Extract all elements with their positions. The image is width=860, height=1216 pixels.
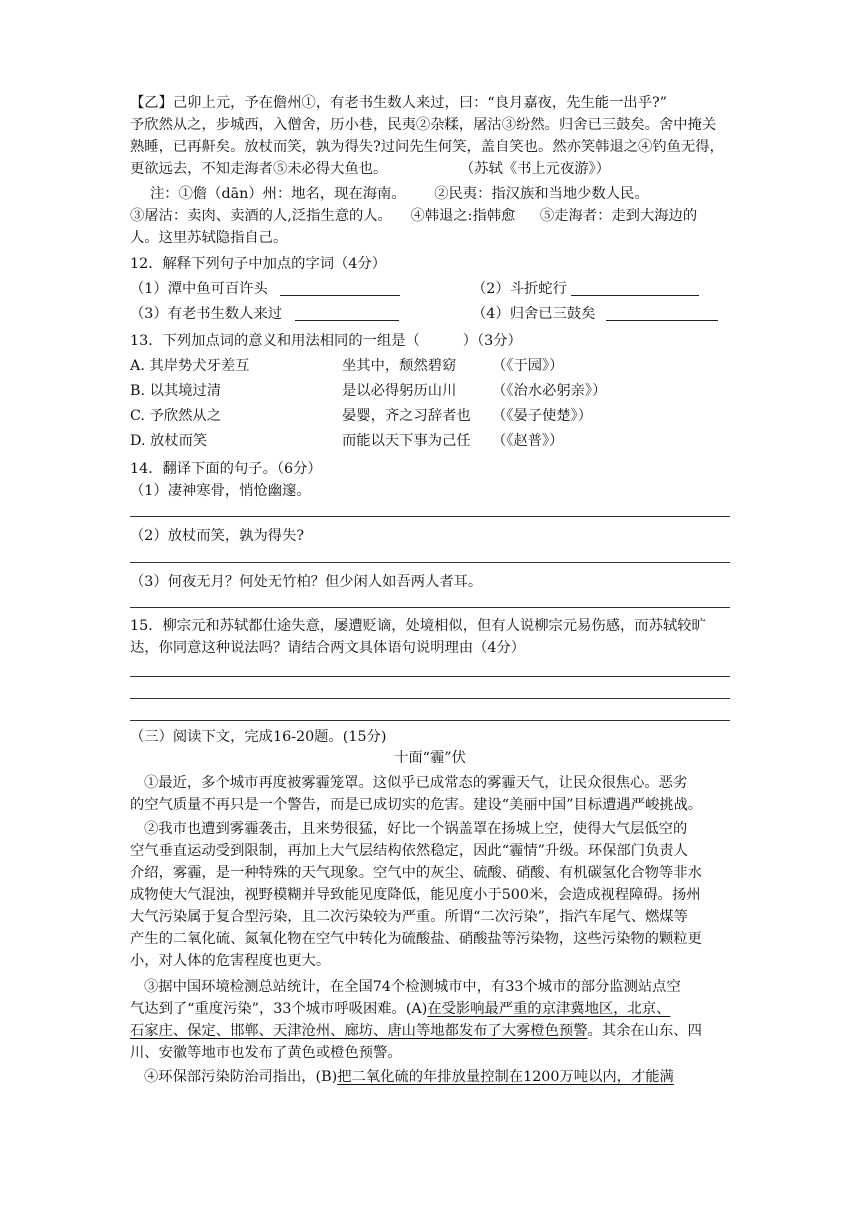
passage-b-line-3: 熟睡，已再鼾矣。放杖而笑，孰为得失?过问先生何笑，盖自笑也。然亦笑韩退之④钓鱼无得， xyxy=(130,139,724,155)
article-title: 十面“霾”伏 xyxy=(394,750,466,766)
q12-answer-4[interactable] xyxy=(606,305,718,321)
p2-line-7: 小，对人体的危害程度也更大。 xyxy=(130,953,331,969)
q14-answer-line-1[interactable] xyxy=(130,516,730,517)
q13-option-a-mid: 坐其中，颓然碧窈 xyxy=(342,358,457,374)
q13-option-c-source: （《晏子使楚》） xyxy=(492,408,593,424)
p3-line-2 xyxy=(130,998,730,1020)
q12-item-2-text: （2）斗折蛇行 xyxy=(472,281,567,297)
section3-header: （三）阅读下文，完成16-20题。(15分) xyxy=(130,729,387,745)
q14-answer-line-2[interactable] xyxy=(130,562,730,563)
q14-answer-line-3[interactable] xyxy=(130,607,730,608)
p2-line-1 xyxy=(130,818,730,840)
q13-option-c-mid: 晏婴，齐之习辞者也 xyxy=(342,408,471,424)
note-4: ④韩退之:指韩愈 xyxy=(410,208,516,224)
p3-line-1 xyxy=(130,976,730,998)
q13-option-b-source: （《治水必躬亲》） xyxy=(492,383,607,399)
p2-line-6: 产生的二氧化硫、氮氧化物在空气中转化为硫酸盐、硝酸盐等污染物，这些污染物的颗粒更 xyxy=(130,931,702,947)
p1-line-1 xyxy=(130,772,730,794)
note-5: ⑤走海者：走到大海边的 xyxy=(539,208,698,224)
q12-title: 12．解释下列句子中加点的字词（4分） xyxy=(130,256,387,272)
p3-line-3 xyxy=(130,1020,730,1042)
q15-answer-line-3[interactable] xyxy=(130,720,730,721)
q12-item-1 xyxy=(130,278,400,300)
p3-line-1-text: ③据中国环境检测总站统计，在全国74个检测城市中，有33个城市的部分监测站点空 xyxy=(144,979,681,995)
p3-line-3-post: 。其余在山东、四 xyxy=(587,1023,702,1039)
passage-b-line-2: 予欣然从之，步城西，入僧舍，历小巷，民夷②杂糅，屠沽③纷然。归舍已三鼓矣。舍中掩关 xyxy=(130,117,717,133)
note-line-3: 人。这里苏轼隐指自己。 xyxy=(130,230,288,246)
p4-sentence-b: 把二氧化硫的年排放量控制在1200万吨以内，才能满 xyxy=(337,1069,674,1085)
p1-line-2: 的空气质量不再只是一个警告，而是已成切实的危害。建设“美丽中国”目标遭遇严峻挑战。 xyxy=(130,797,703,813)
passage-b-line-1: 【乙】己卯上元，予在儋州①，有老书生数人来过，曰：“良月嘉夜，先生能一出乎?” xyxy=(130,95,667,111)
q13-option-a-left: A. 其岸势犬牙差互 xyxy=(130,358,250,374)
note-line-1 xyxy=(150,183,750,205)
note-2: ②民夷：指汉族和当地少数人民。 xyxy=(434,186,649,202)
q15-answer-line-2[interactable] xyxy=(130,698,730,699)
q12-item-4-text: （4）归舍已三鼓矣 xyxy=(472,306,596,322)
q12-answer-2[interactable] xyxy=(571,280,699,296)
q13-option-d-left: D. 放杖而笑 xyxy=(130,433,208,449)
p2-line-5: 大气污染属于复合型污染，且二次污染较为严重。所谓“二次污染”，指汽车尾气、燃煤等 xyxy=(130,909,688,925)
passage-b-line-4 xyxy=(130,158,730,180)
passage-b-source: （苏轼《书上元夜游》） xyxy=(459,161,611,177)
q13-option-c-left: C. 予欣然从之 xyxy=(130,408,222,424)
q12-item-2 xyxy=(472,278,699,300)
q12-answer-1[interactable] xyxy=(280,280,400,296)
q12-item-1-text: （1）潭中鱼可百许头 xyxy=(130,281,268,297)
q12-answer-3[interactable] xyxy=(295,305,399,321)
p2-line-1-text: ②我市也遭到雾霾袭击，且来势很猛，好比一个锅盖罩在扬城上空，使得大气层低空的 xyxy=(144,821,688,837)
p3-sentence-a-part-2: 石家庄、保定、邯郸、天津沧州、廊坊、唐山等地都发布了大雾橙色预警 xyxy=(130,1023,588,1039)
q13-option-a-source: （《于园》） xyxy=(492,358,564,374)
p4-line-1-pre: ④环保部污染防治司指出，(B) xyxy=(144,1069,338,1085)
q15-line-2: 达，你同意这种说法吗？请结合两文具体语句说明理由（4分） xyxy=(130,640,526,656)
p3-line-2-pre: 气达到了“重度污染”，33个城市呼吸困难。(A) xyxy=(130,1001,428,1017)
p2-line-3: 介绍，雾霾，是一种特殊的天气现象。空气中的灰尘、硫酸、硝酸、有机碳氢化合物等非水 xyxy=(130,865,702,881)
p1-line-1-text: ①最近，多个城市再度被雾霾笼罩。这似乎已成常态的雾霾天气，让民众很焦心。恶劣 xyxy=(144,775,688,791)
q13-title: 13．下列加点词的意义和用法相同的一组是（ ）（3分） xyxy=(130,333,522,349)
q15-answer-line-1[interactable] xyxy=(130,676,730,677)
q13-option-b-mid: 是以必得躬历山川 xyxy=(342,383,457,399)
note-line-2 xyxy=(130,205,730,227)
q12-item-4 xyxy=(472,303,718,325)
q13-option-d-mid: 而能以天下事为己任 xyxy=(342,433,471,449)
note-1: 注：①儋（dān）州：地名，现在海南。 xyxy=(150,186,406,202)
q12-item-3-text: （3）有老书生数人来过 xyxy=(130,306,283,322)
p2-line-2: 空气垂直运动受到限制，再加上大气层结构依然稳定，因此“霾情”升级。环保部门负责人 xyxy=(130,843,688,859)
q13-option-b-left: B. 以其境过清 xyxy=(130,383,222,399)
q15-line-1: 15．柳宗元和苏轼都仕途失意，屡遭贬谪，处境相似，但有人说柳宗元易伤感，而苏轼较旷 xyxy=(130,618,706,634)
q14-item-2: （2）放杖而笑，孰为得失? xyxy=(130,528,305,544)
p3-sentence-a-part-1: 在受影响最严重的京津冀地区，北京、 xyxy=(427,1001,671,1017)
p4-line-1 xyxy=(130,1066,730,1088)
q14-item-3: （3）何夜无月？何处无竹柏？但少闲人如吾两人者耳。 xyxy=(130,574,483,590)
q14-title: 14．翻译下面的句子。（6分） xyxy=(130,461,322,477)
q14-item-1: （1）凄神寒骨，悄怆幽邃。 xyxy=(130,483,311,499)
p3-line-4: 川、安徽等地市也发布了黄色或橙色预警。 xyxy=(130,1045,402,1061)
q13-option-d-source: （《赵普》） xyxy=(492,433,564,449)
p2-line-4: 成物使大气混浊，视野模糊并导致能见度降低，能见度小于500米，会造成视程障碍。扬州 xyxy=(130,887,701,903)
note-3: ③屠沽：卖肉、卖酒的人,泛指生意的人。 xyxy=(130,208,392,224)
passage-b-line-4-text: 更欲远去，不知走海者⑤未必得大鱼也。 xyxy=(130,161,388,177)
q12-item-3 xyxy=(130,303,399,325)
